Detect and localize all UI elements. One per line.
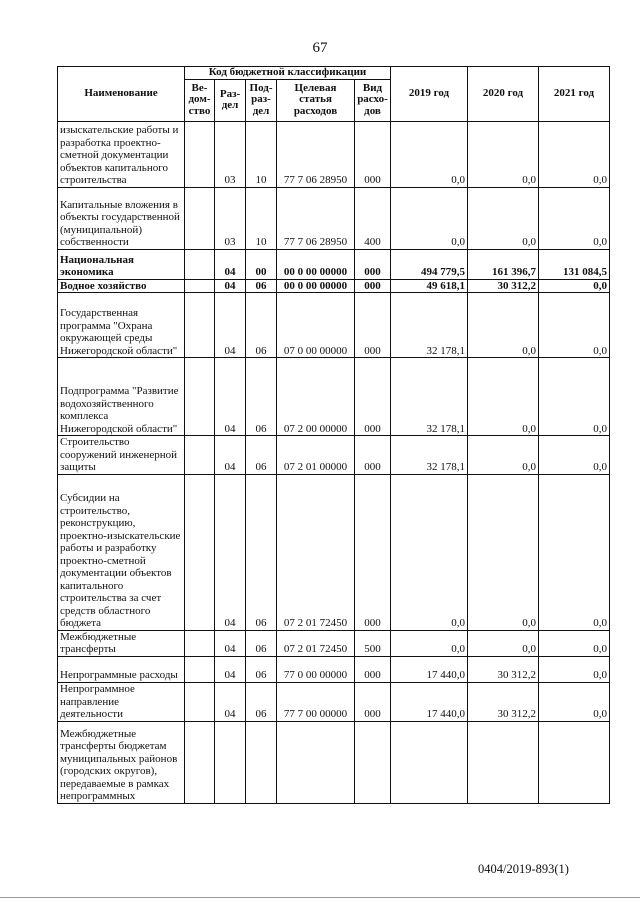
row-name: Субсидии на строительство, реконструкцию, проектно-изыскательские работы и разработку проектно-сметной документации объектов капитального строительства за счет средств областного бюджета [58,474,185,630]
page-number: 67 [312,40,328,56]
row-value-2021: 0,0 [539,656,610,682]
row-value-2020 [468,721,539,803]
row-value-2020: 0,0 [468,358,539,436]
row-value-2020: 30 312,2 [468,682,539,721]
row-podrazdel: 06 [246,279,277,293]
row-value-2021: 0,0 [539,630,610,656]
header-vid-rashodov: Вид расхо- дов [355,79,391,121]
row-value-2020: 0,0 [468,436,539,475]
row-value-2019: 17 440,0 [391,682,468,721]
row-value-2020: 0,0 [468,630,539,656]
row-podrazdel: 10 [246,187,277,249]
row-value-2019: 0,0 [391,187,468,249]
header-razdel: Раз- дел [215,79,246,121]
row-razdel: 04 [215,436,246,475]
row-vedomstvo [185,721,215,803]
row-value-2021: 0,0 [539,474,610,630]
row-value-2020: 30 312,2 [468,656,539,682]
header-classification-group: Код бюджетной классификации [185,67,391,80]
row-value-2019: 0,0 [391,630,468,656]
row-name: Межбюджетные трансферты бюджетам муниципальных районов (городских округов), передаваемые в рамках непрограммных [58,721,185,803]
row-name: изыскательские работы и разработка проектно-сметной документации объектов капитального строительства [58,121,185,187]
row-value-2021: 0,0 [539,279,610,293]
table-row [58,249,610,279]
row-vedomstvo [185,293,215,358]
row-vid-rashodov: 000 [355,358,391,436]
row-razdel: 04 [215,682,246,721]
row-razdel: 04 [215,656,246,682]
row-value-2021: 0,0 [539,121,610,187]
row-value-2021: 0,0 [539,293,610,358]
row-value-2021: 0,0 [539,187,610,249]
row-celevaya-statya: 07 0 00 00000 [277,293,355,358]
row-razdel [215,721,246,803]
row-vedomstvo [185,121,215,187]
row-value-2019: 49 618,1 [391,279,468,293]
header-vedomstvo: Ве- дом- ство [185,79,215,121]
row-value-2019: 32 178,1 [391,358,468,436]
row-name: Непрограммное направление деятельности [58,682,185,721]
row-name: Капитальные вложения в объекты государственной (муниципальной) собственности [58,187,185,249]
row-name: Межбюджетные трансферты [58,630,185,656]
table-row [58,474,610,630]
table-row [58,436,610,475]
document-code: 0404/2019-893(1) [478,862,569,876]
row-razdel: 04 [215,249,246,279]
row-value-2019 [391,721,468,803]
table-row [58,721,610,803]
row-vid-rashodov: 500 [355,630,391,656]
row-podrazdel: 06 [246,358,277,436]
row-celevaya-statya: 77 0 00 00000 [277,656,355,682]
row-vid-rashodov: 000 [355,121,391,187]
row-vedomstvo [185,436,215,475]
row-celevaya-statya: 07 2 01 00000 [277,436,355,475]
row-vedomstvo [185,279,215,293]
table-row [58,279,610,293]
row-vid-rashodov: 000 [355,436,391,475]
table-row [58,293,610,358]
row-value-2019: 0,0 [391,121,468,187]
header-2019: 2019 год [391,67,468,122]
row-razdel: 04 [215,474,246,630]
row-value-2020: 30 312,2 [468,279,539,293]
row-value-2020: 0,0 [468,293,539,358]
header-2021: 2021 год [539,67,610,122]
row-value-2019: 32 178,1 [391,436,468,475]
row-name: Подпрограмма "Развитие водохозяйственного комплекса Нижегородской области" [58,358,185,436]
row-value-2021 [539,721,610,803]
row-celevaya-statya: 00 0 00 00000 [277,279,355,293]
header-podrazdel: Под- раз- дел [246,79,277,121]
row-celevaya-statya: 07 2 01 72450 [277,474,355,630]
row-podrazdel: 00 [246,249,277,279]
row-vedomstvo [185,187,215,249]
row-razdel: 04 [215,279,246,293]
row-value-2020: 0,0 [468,187,539,249]
table-row [58,682,610,721]
row-razdel: 04 [215,293,246,358]
row-name: Национальная экономика [58,249,185,279]
row-value-2019: 32 178,1 [391,293,468,358]
row-vid-rashodov: 000 [355,293,391,358]
row-vedomstvo [185,630,215,656]
row-vedomstvo [185,682,215,721]
row-podrazdel: 06 [246,656,277,682]
row-value-2020: 0,0 [468,474,539,630]
row-podrazdel [246,721,277,803]
table-row [58,630,610,656]
row-vedomstvo [185,249,215,279]
row-value-2019: 17 440,0 [391,656,468,682]
row-vid-rashodov [355,721,391,803]
row-vid-rashodov: 000 [355,279,391,293]
row-value-2020: 161 396,7 [468,249,539,279]
row-vedomstvo [185,656,215,682]
row-value-2020: 0,0 [468,121,539,187]
row-celevaya-statya: 77 7 00 00000 [277,682,355,721]
row-name: Непрограммные расходы [58,656,185,682]
table-row [58,121,610,187]
row-vedomstvo [185,358,215,436]
row-razdel: 04 [215,630,246,656]
row-celevaya-statya: 77 7 06 28950 [277,121,355,187]
row-celevaya-statya: 07 2 00 00000 [277,358,355,436]
table-row [58,358,610,436]
row-vedomstvo [185,474,215,630]
row-podrazdel: 10 [246,121,277,187]
header-celevaya-statya: Целевая статья расходов [277,79,355,121]
row-name: Строительство сооружений инженерной защиты [58,436,185,475]
row-value-2019: 0,0 [391,474,468,630]
row-vid-rashodov: 000 [355,474,391,630]
row-celevaya-statya: 00 0 00 00000 [277,249,355,279]
row-razdel: 03 [215,187,246,249]
row-value-2019: 494 779,5 [391,249,468,279]
row-podrazdel: 06 [246,293,277,358]
budget-table [57,66,610,804]
row-value-2021: 0,0 [539,682,610,721]
header-name: Наименование [58,67,185,122]
scan-edge-line [0,897,640,898]
row-vid-rashodov: 000 [355,249,391,279]
row-celevaya-statya: 77 7 06 28950 [277,187,355,249]
row-podrazdel: 06 [246,474,277,630]
row-value-2021: 131 084,5 [539,249,610,279]
row-name: Государственная программа "Охрана окружающей среды Нижегородской области" [58,293,185,358]
row-celevaya-statya [277,721,355,803]
row-vid-rashodov: 000 [355,656,391,682]
row-razdel: 04 [215,358,246,436]
row-name: Водное хозяйство [58,279,185,293]
row-podrazdel: 06 [246,682,277,721]
row-celevaya-statya: 07 2 01 72450 [277,630,355,656]
table-body [58,121,610,803]
header-2020: 2020 год [468,67,539,122]
row-podrazdel: 06 [246,436,277,475]
table-row [58,656,610,682]
row-razdel: 03 [215,121,246,187]
row-value-2021: 0,0 [539,436,610,475]
row-value-2021: 0,0 [539,358,610,436]
table-row [58,187,610,249]
row-vid-rashodov: 000 [355,682,391,721]
row-vid-rashodov: 400 [355,187,391,249]
row-podrazdel: 06 [246,630,277,656]
